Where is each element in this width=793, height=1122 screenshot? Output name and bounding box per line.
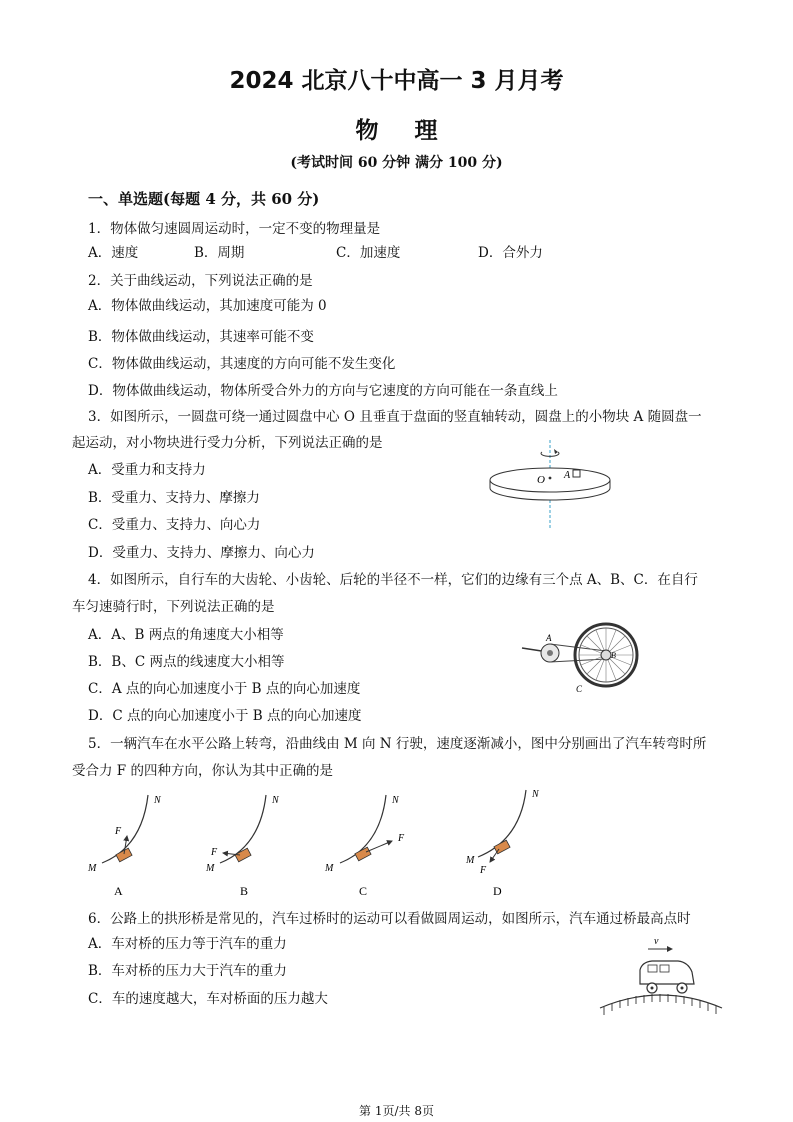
small-sprocket [601,650,611,660]
q4-stem-line-2: 车匀速骑行时，下列说法正确的是 [72,599,275,615]
label-c: C [576,684,583,694]
q4-bicycle-figure [518,622,666,694]
disk-center-dot [549,477,552,480]
q6-option-b: B．车对桥的压力大于汽车的重力 [88,963,287,979]
label-a: A [546,633,552,643]
bridge-arch [600,995,722,1008]
car-window-1 [648,965,657,972]
q5-stem-line-1: 5．一辆汽车在水平公路上转弯，沿曲线由 M 向 N 行驶，速度逐渐减小，图中分别画出了汽车转弯时所 [88,736,707,752]
q5-panel-b [205,795,280,898]
q3-option-c: C．受重力、支持力、向心力 [88,517,261,533]
q3-stem-line-2: 起运动，对小物块进行受力分析，下列说法正确的是 [72,435,383,451]
label-f: F [480,865,487,876]
q4-option-a: A．A、B 两点的角速度大小相等 [88,627,284,643]
q2-option-a: A．物体做曲线运动，其加速度可能为 0 [88,298,327,314]
panel-label-d: D [493,884,502,898]
label-b: B [611,651,616,660]
q4-stem-line-1: 4．如图所示，自行车的大齿轮、小齿轮、后轮的半径不一样，它们的边缘有三个点 A、B、C．在自行 [88,572,698,588]
label-o: O [537,474,545,486]
chain-bottom [550,659,606,662]
label-m: M [325,863,334,874]
q1-option-c: C．加速度 [336,245,401,261]
label-f: F [115,826,122,837]
panel-label-b: B [240,884,249,898]
label-a: A [564,470,571,481]
q3-option-d: D．受重力、支持力、摩擦力、向心力 [88,545,315,561]
label-v: v [654,936,659,947]
q2-option-b: B．物体做曲线运动，其速率可能不变 [88,329,314,345]
q3-disk-figure [485,440,615,532]
label-f: F [211,847,218,858]
panel-label-a: A [114,884,123,898]
q5-force-diagrams [80,785,560,900]
q2-option-d: D．物体做曲线运动，物体所受合外力的方向与它速度的方向可能在一条直线上 [88,383,558,399]
q6-stem: 6．公路上的拱形桥是常见的，汽车过桥时的运动可以看做圆周运动，如图所示，汽车通过桥最高点时 [88,911,691,927]
label-n: N [392,795,399,806]
disk-top [490,468,610,492]
panel-label-c: C [359,884,368,898]
subject-title: 物理 [355,118,474,144]
q6-option-c: C．车的速度越大，车对桥面的压力越大 [88,991,328,1007]
label-m: M [206,863,215,874]
q1-stem: 1．物体做匀速圆周运动时，一定不变的物理量是 [88,221,381,237]
exam-title: 2024 北京八十中高一 3 月月考 [229,68,564,94]
q4-option-c: C．A 点的向心加速度小于 B 点的向心加速度 [88,681,361,697]
q1-option-d: D．合外力 [478,245,543,261]
car-window-2 [660,965,669,972]
page-number: 第 1页/共 8页 [359,1104,434,1118]
rotation-arrowhead [554,449,558,454]
q2-stem: 2．关于曲线运动，下列说法正确的是 [88,273,313,289]
big-sprocket-hub [547,650,553,656]
q1-option-b: B．周期 [194,245,245,261]
q3-stem-line-1: 3．如图所示，一圆盘可绕一通过圆盘中心 O 且垂直于盘面的竖直轴转动，圆盘上的小物块 A 随圆盘一 [88,409,702,425]
q4-option-b: B．B、C 两点的线速度大小相等 [88,654,285,670]
q3-option-b: B．受重力、支持力、摩擦力 [88,490,260,506]
label-n: N [532,789,539,800]
label-n: N [154,795,161,806]
label-f: F [398,833,405,844]
label-n: N [272,795,279,806]
q6-option-a: A．车对桥的压力等于汽车的重力 [88,936,287,952]
q2-option-c: C．物体做曲线运动，其速度的方向可能不发生变化 [88,356,396,372]
bridge-hatching [604,994,716,1015]
car-body [640,961,694,984]
block-a [573,470,580,477]
q5-panel-c [324,795,405,898]
q4-option-d: D．C 点的向心加速度小于 B 点的向心加速度 [88,708,362,724]
label-m: M [466,855,475,866]
q5-panel-d [465,789,540,898]
q5-stem-line-2: 受合力 F 的四种方向，你认为其中正确的是 [72,763,333,779]
q1-option-a: A．速度 [88,245,139,261]
q5-panel-a [87,795,162,898]
section-heading: 一、单选题(每题 4 分，共 60 分) [88,190,320,208]
exam-note: (考试时间 60 分钟 满分 100 分) [290,155,503,171]
q3-option-a: A．受重力和支持力 [88,462,206,478]
label-m: M [88,863,97,874]
q6-bridge-figure [598,932,724,1018]
